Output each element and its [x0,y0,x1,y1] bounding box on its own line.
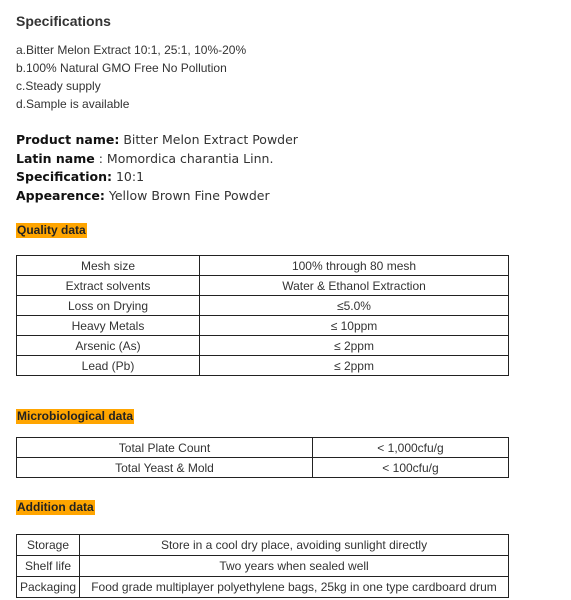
spec-item: c.Steady supply [16,79,101,93]
table-cell: Arsenic (As) [17,336,200,356]
microbiological-data-table [16,437,509,478]
table-row [17,577,509,598]
table-cell: Heavy Metals [17,316,200,336]
latin-name-label: Latin name [16,150,95,166]
table-cell: ≤5.0% [200,296,509,316]
table-cell: Shelf life [17,556,80,577]
table-cell: Total Plate Count [17,438,313,458]
microbiological-data-title: Microbiological data [17,409,134,423]
table-row [17,458,509,478]
table-cell: Storage [17,535,80,556]
spec-item: a.Bitter Melon Extract 10:1, 25:1, 10%-20% [16,43,247,57]
table-cell: < 1,000cfu/g [313,438,509,458]
table-cell: Water & Ethanol Extraction [200,276,509,296]
table-row [17,276,509,296]
product-info [16,131,298,205]
specification-label: Specification: [16,169,112,184]
table-cell: Total Yeast & Mold [17,458,313,478]
addition-data-table [16,534,509,598]
table-cell: ≤ 10ppm [200,316,509,336]
quality-data-table [16,255,509,376]
table-cell: Two years when sealed well [80,556,509,577]
table-row [17,438,509,458]
table-row [17,316,509,336]
table-cell: ≤ 2ppm [200,336,509,356]
quality-data-title: Quality data [17,223,86,237]
specification-value: 10:1 [111,169,145,184]
table-cell: Packaging [17,577,80,598]
table-cell: Extract solvents [17,276,200,296]
table-row [17,556,509,577]
appearance-value: Yellow Brown Fine Powder [104,187,270,203]
table-cell: Lead (Pb) [17,356,200,376]
latin-name-line [16,150,298,169]
latin-name-value: : Momordica charantia Linn. [94,150,274,166]
specifications-heading: Specifications [16,13,111,29]
table-cell: Store in a cool dry place, avoiding sunlight directly [80,535,509,556]
table-cell: Food grade multiplayer polyethylene bags, 25kg in one type cardboard drum [80,577,509,598]
table-row [17,535,509,556]
specifications-list [16,41,246,113]
product-name-label: Product name: [16,132,120,147]
table-cell: 100% through 80 mesh [200,256,509,276]
table-row [17,356,509,376]
table-cell: < 100cfu/g [313,458,509,478]
addition-data-title: Addition data [17,500,94,514]
appearance-label: Appearence: [16,187,105,203]
spec-item: d.Sample is available [16,97,130,111]
specification-line [16,168,298,187]
table-cell: Mesh size [17,256,200,276]
appearance-line [16,187,298,206]
spec-item: b.100% Natural GMO Free No Pollution [16,61,227,75]
table-cell: Loss on Drying [17,296,200,316]
table-cell: ≤ 2ppm [200,356,509,376]
table-row [17,256,509,276]
table-row [17,336,509,356]
product-name-line [16,131,298,150]
product-name-value: Bitter Melon Extract Powder [119,132,298,147]
table-row [17,296,509,316]
